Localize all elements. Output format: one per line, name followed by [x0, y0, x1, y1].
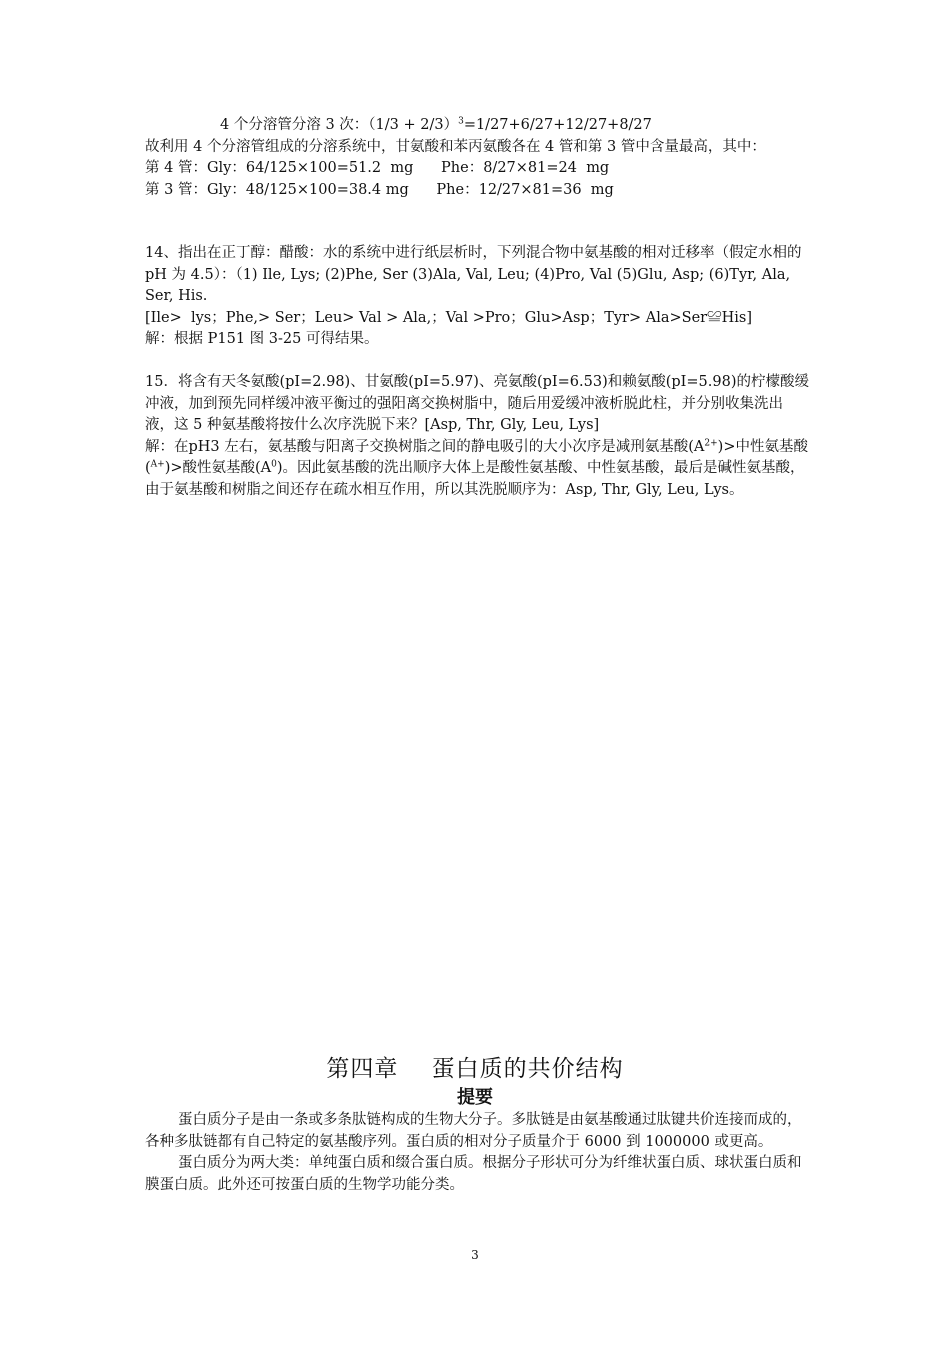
tube-3-result: 第 3 管：Gly：48/125×100=38.4 mg Phe：12/27×81=36 mg — [145, 181, 614, 198]
question-14-answer: [Ile> lys；Phe,> Ser；Leu> Val > Ala,；Val >Pro；Glu>Asp；Tyr> Ala>Ser≌His] — [145, 309, 752, 326]
question-14-solution: 解：根据 P151 图 3-25 可得结果。 — [145, 331, 379, 347]
formula-result: =1/27+6/27+12/27+8/27 — [463, 117, 652, 133]
summary-paragraph-2: 蛋白质分为两大类：单纯蛋白质和缀合蛋白质。根据分子形状可分为纤维状蛋白质、球状蛋白质和膜蛋白质。此外还可按蛋白质的生物学功能分类。 — [145, 1155, 802, 1193]
question-15 — [145, 372, 810, 501]
question-14-text: 14、指出在正丁醇：醋酸：水的系统中进行纸层析时，下列混合物中氨基酸的相对迁移率（假定水相的 pH 为 4.5）：（1) Ile, Lys; (2)Phe, Ser (3)Ala, Val, Leu; (4)Pro, Val (5)Glu, Asp; (6)Tyr, Ala, Ser, His. — [145, 245, 802, 304]
chapter-title: 第四章 蛋白质的共价结构 — [326, 1056, 624, 1082]
conclusion-text: 故利用 4 个分溶管组成的分溶系统中，甘氨酸和苯丙氨酸各在 4 管和第 3 管中含量最高，其中： — [145, 138, 766, 155]
question-15-solution: 解：在pH3 左右，氨基酸与阳离子交换树脂之间的静电吸引的大小次序是减刑氨基酸$(A^{2+})>$中性氨基酸($^{A+}$)>酸性氨基酸$(A^0)$。因此氨基酸的洗出顺序大体上是酸性氨基酸、中性氨基酸，最后是碱性氨基酸，由于氨基酸和树脂之间还存在疏水相互作用，所以其洗脱顺序为：Asp, Thr, Gly, Leu, Lys。 — [145, 438, 808, 498]
question-14 — [145, 243, 810, 351]
tube-4-result: 第 4 管：Gly：64/125×100=51.2 mg Phe：8/27×81=24 mg — [145, 160, 610, 176]
question-15-text: 15．将含有天冬氨酸(pI=2.98)、甘氨酸(pI=5.97)、亮氨酸(pI=6.53)和赖氨酸(pI=5.98)的柠檬酸缓冲液，加到预先同样缓冲液平衡过的强阳离交换树脂中，随后用爱缓冲液析脱此柱，并分别收集洗出液，这 5 种氨基酸将按什么次序洗脱下来？[Asp, Thr, Gly, Leu, Lys] — [145, 374, 809, 433]
formula-exponent: 3 — [458, 116, 464, 127]
section-13-continuation — [145, 115, 810, 201]
formula-text: 4 个分溶管分溶 3 次：（1/3 + 2/3） — [220, 117, 459, 133]
summary-paragraph-1: 蛋白质分子是由一条或多条肽链构成的生物大分子。多肽链是由氨基酸通过肽键共价连接而成的，各种多肽链都有自己特定的氨基酸序列。蛋白质的相对分子质量介于 6000 到 1000000 或更高。 — [145, 1112, 802, 1150]
chapter-summary — [145, 1110, 810, 1196]
distribution-formula — [145, 115, 810, 137]
summary-heading: 提要 — [457, 1087, 493, 1108]
page-number: 3 — [471, 1248, 479, 1262]
